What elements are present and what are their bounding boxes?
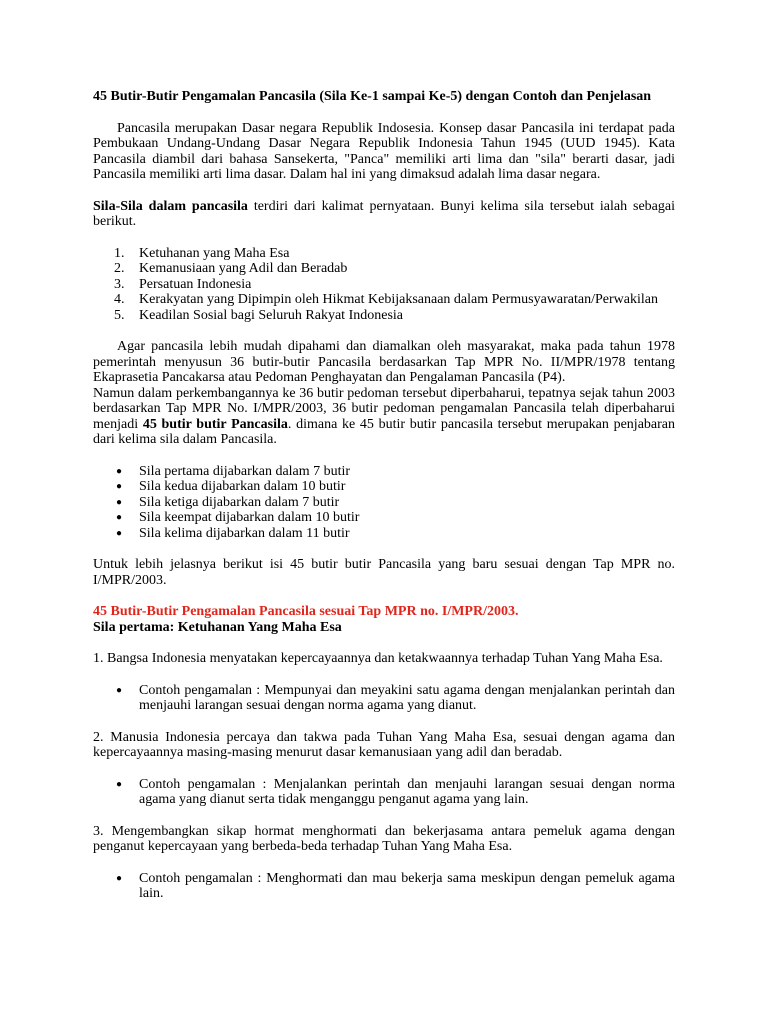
list-item-text: Ketuhanan yang Maha Esa bbox=[139, 245, 290, 261]
bullet-dot-icon: ● bbox=[116, 527, 123, 539]
list-item-text: Kemanusiaan yang Adil dan Beradab bbox=[139, 261, 348, 276]
bullet-dot-icon: ● bbox=[116, 512, 123, 523]
sila-heading-paragraph bbox=[93, 199, 675, 230]
list-item bbox=[93, 308, 675, 324]
history-text-after: . dimana ke 45 butir butir pancasila tersebut merupakan penjabaran dari kelima sila dalam Pancasila. bbox=[93, 416, 675, 447]
list-item-text: Kerakyatan yang Dipimpin oleh Hikmat Kebijaksanaan dalam Permusyawaratan/Perwakilan bbox=[139, 292, 658, 307]
bullet-dot-icon: ● bbox=[116, 481, 123, 492]
list-item-text: Sila pertama dijabarkan dalam 7 butir bbox=[139, 463, 351, 479]
list-item bbox=[93, 683, 675, 714]
list-item bbox=[93, 246, 675, 262]
butir-example-list-1 bbox=[93, 683, 675, 714]
list-item-text: Sila ketiga dijabarkan dalam 7 butir bbox=[139, 494, 340, 510]
list-item bbox=[93, 495, 675, 511]
bullet-dot-icon: ● bbox=[116, 778, 123, 790]
list-item-text: Keadilan Sosial bagi Seluruh Rakyat Indonesia bbox=[139, 307, 403, 323]
sila-pertama-heading: Sila pertama: Ketuhanan Yang Maha Esa bbox=[93, 619, 342, 635]
list-item bbox=[93, 871, 675, 902]
butir-statement-1: 1. Bangsa Indonesia menyatakan kepercayaannya dan ketakwaannya terhadap Tuhan Yang Maha Esa. bbox=[93, 651, 663, 666]
history-text-bold: 45 butir butir Pancasila bbox=[142, 416, 288, 432]
butir-statement-2: 2. Manusia Indonesia percaya dan takwa pada Tuhan Yang Maha Esa, sesuai dengan agama dan kepercayaannya masing-masing menurut dasar kemanusiaan yang adil dan beradab. bbox=[93, 729, 675, 760]
list-item-number: 3. bbox=[114, 276, 125, 292]
bullet-dot-icon: ● bbox=[116, 684, 123, 696]
butir-example-text: Contoh pengamalan : Mempunyai dan meyakini satu agama dengan menjalankan perintah dan menjauhi larangan sesuai dengan norma agama yang dianut. bbox=[139, 682, 675, 713]
list-item bbox=[93, 277, 675, 293]
history-text-before: Namun dalam perkembangannya ke 36 butir pedoman tersebut diperbaharui, tepatnya sejak tahun 2003 berdasarkan Tap MPR No. I/MPR/2003, 36 butir pedoman pengamalan Pancasila telah diperbaharui menjadi bbox=[93, 385, 675, 432]
document-body bbox=[93, 89, 675, 918]
bullet-dot-icon: ● bbox=[116, 465, 123, 477]
list-item-text: Sila kelima dijabarkan dalam 11 butir bbox=[139, 525, 350, 541]
sila-heading-rest: terdiri dari kalimat pernyataan. Bunyi kelima sila tersebut ialah sebagai berikut. bbox=[93, 198, 675, 229]
document-title: 45 Butir-Butir Pengamalan Pancasila (Sila Ke-1 sampai Ke-5) dengan Contoh dan Penjelasan bbox=[93, 89, 652, 104]
butir-example-list-2 bbox=[93, 777, 675, 808]
list-item-text: Sila keempat dijabarkan dalam 10 butir bbox=[139, 510, 360, 525]
butir-example-text: Contoh pengamalan : Menjalankan perintah dan menjauhi larangan sesuai dengan norma agama yang dianut serta tidak menganggu penganut agama yang lain. bbox=[139, 776, 675, 807]
list-item-number: 5. bbox=[114, 307, 125, 323]
list-item bbox=[93, 292, 675, 308]
butir-statement-3: 3. Mengembangkan sikap hormat menghormati dan bekerjasama antara pemeluk agama dengan penganut kepercayaan yang berbeda-beda terhadap Tuhan Yang Maha Esa. bbox=[93, 823, 675, 854]
history-paragraph-2 bbox=[93, 386, 675, 448]
list-item-number: 1. bbox=[114, 245, 125, 261]
lead-in-paragraph: Untuk lebih jelasnya berikut isi 45 butir butir Pancasila yang baru sesuai dengan Tap MPR no. I/MPR/2003. bbox=[93, 557, 675, 588]
list-item bbox=[93, 526, 675, 542]
list-item bbox=[93, 464, 675, 480]
butir-example-list-3 bbox=[93, 871, 675, 902]
bullet-dot-icon: ● bbox=[116, 496, 123, 508]
sila-list bbox=[93, 246, 675, 324]
list-item-number: 4. bbox=[114, 292, 125, 307]
butir-count-list bbox=[93, 464, 675, 542]
intro-paragraph: Pancasila merupakan Dasar negara Republik Indosesia. Konsep dasar Pancasila ini terdapat pada Pembukaan Undang-Undang Dasar Negara Republik Indonesia Tahun 1945 (UUD 1945). Kata Pancasila diambil dari bahasa Sansekerta, "Panca" memiliki arti lima dan "sila" berarti dasar, jadi Pancasila memiliki arti lima dasar. Dalam hal ini yang dimaksud adalah lima dasar negara. bbox=[93, 120, 675, 182]
list-item bbox=[93, 510, 675, 526]
list-item bbox=[93, 261, 675, 277]
bullet-dot-icon: ● bbox=[116, 872, 123, 884]
list-item bbox=[93, 777, 675, 808]
list-item-text: Sila kedua dijabarkan dalam 10 butir bbox=[139, 479, 346, 494]
history-paragraph-1: Agar pancasila lebih mudah dipahami dan diamalkan oleh masyarakat, maka pada tahun 1978 pemerintah menyusun 36 butir-butir Pancasila berdasarkan Tap MPR No. II/MPR/1978 tentang Ekaprasetia Pancakarsa atau Pedoman Penghayatan dan Pengalaman Pancasila (P4). bbox=[93, 339, 675, 385]
sila-heading-bold: Sila-Sila dalam pancasila bbox=[93, 198, 248, 214]
section-heading: 45 Butir-Butir Pengamalan Pancasila sesuai Tap MPR no. I/MPR/2003. bbox=[93, 604, 519, 619]
list-item bbox=[93, 479, 675, 495]
butir-example-text: Contoh pengamalan : Menghormati dan mau bekerja sama meskipun dengan pemeluk agama lain. bbox=[139, 870, 675, 901]
list-item-text: Persatuan Indonesia bbox=[139, 276, 252, 292]
list-item-number: 2. bbox=[114, 261, 125, 276]
